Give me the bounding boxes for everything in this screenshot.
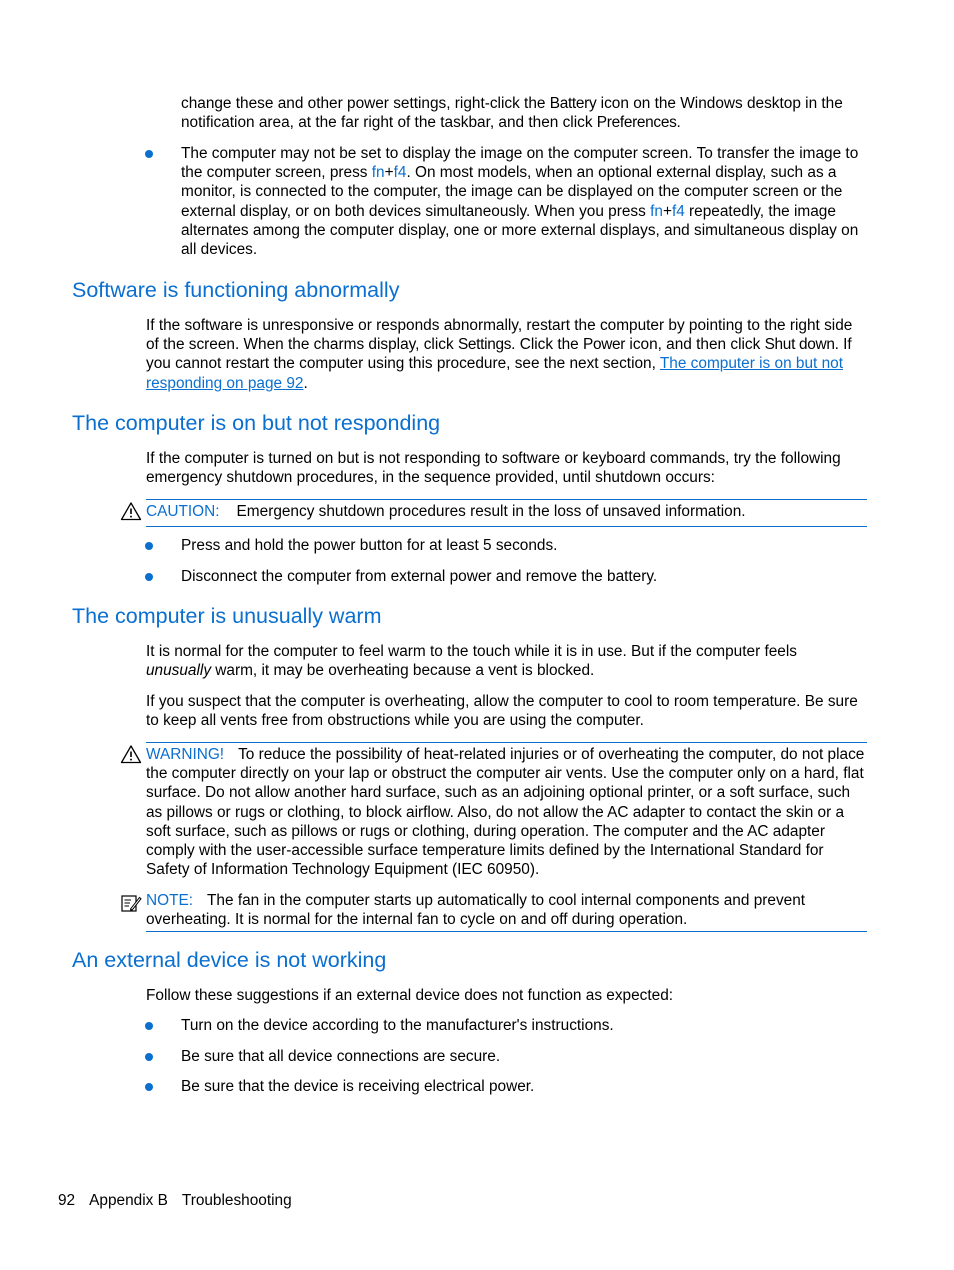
display-bullet-text: The computer may not be set to display the image on the computer screen. To transfer the image to the computer screen, press fn+f4. On most models, when an optional external display, such as a monitor, is connected to the computer, the image can be displayed on the computer screen or the external display, or on both devices simultaneously. When you press fn+f4 repeatedly, the image alternates among the computer display, one or more external displays, and simultaneous display on all devices. <box>181 145 859 259</box>
f4-key: f4 <box>393 164 407 182</box>
note-icon <box>120 893 142 913</box>
note-notice <box>146 891 866 929</box>
power-term: Power <box>583 336 626 354</box>
list-item: Disconnect the computer from external power and remove the battery. <box>181 568 658 585</box>
bullet-icon <box>145 150 153 158</box>
warm-paragraph-2: If you suspect that the computer is overheating, allow the computer to cool to room temperature. Be sure to keep all vents free from obstructions while you are using the computer. <box>146 693 858 730</box>
warning-top-rule <box>146 742 867 743</box>
page-footer <box>58 1191 292 1210</box>
caution-icon <box>120 501 142 521</box>
emphasis-unusually: unusually <box>146 662 212 680</box>
warning-icon <box>120 744 142 764</box>
external-paragraph: Follow these suggestions if an external device does not function as expected: <box>146 987 674 1004</box>
warning-label: WARNING! <box>146 746 225 763</box>
bullet-icon <box>145 573 153 581</box>
note-label: NOTE: <box>146 892 194 909</box>
caution-bottom-rule <box>146 526 867 527</box>
bullet-icon <box>145 1083 153 1091</box>
warning-notice <box>146 745 866 879</box>
section-heading-not-responding: The computer is on but not responding <box>72 411 441 435</box>
top-continuation-paragraph: change these and other power settings, right-click the Battery icon on the Windows desktop in the notification area, at the far right of the taskbar, and then click Preferences. <box>181 95 843 132</box>
shut-down-term: Shut down <box>764 336 835 354</box>
section-heading-software: Software is functioning abnormally <box>72 278 400 302</box>
preferences-term: Preferences <box>596 114 677 132</box>
footer-title: Troubleshooting <box>181 1192 292 1209</box>
software-paragraph: If the software is unresponsive or responds abnormally, restart the computer by pointing to the right side of the screen. When the charms display, click Settings. Click the Power icon, and then click Shut down. If you cannot restart the computer using this procedure, see the next section, The computer is on but not responding on page 92. <box>146 317 853 392</box>
page-number: 92 <box>58 1192 76 1209</box>
f4-key: f4 <box>671 202 685 220</box>
caution-notice <box>146 502 866 521</box>
section-heading-external: An external device is not working <box>72 948 387 972</box>
caution-top-rule <box>146 499 867 500</box>
warning-text: To reduce the possibility of heat-related injuries or of overheating the computer, do not place the computer directly on your lap or obstruct the computer air vents. Use the computer only on a hard, flat surface. Do not allow another hard surface, such as an adjoining optional printer, or a soft surface, such as pillows or rugs or clothing, to block airflow. Also, do not allow the AC adapter to contact the skin or a soft surface, such as pillows or rugs or clothing, during operation. The computer and the AC adapter comply with the user-accessible surface temperature limits defined by the International Standard for Safety of Information Technology Equipment (IEC 60950). <box>146 746 865 879</box>
caution-text: Emergency shutdown procedures result in the loss of unsaved information. <box>236 503 746 520</box>
fn-key: fn <box>650 202 663 220</box>
list-item: Be sure that all device connections are secure. <box>181 1048 501 1065</box>
note-bottom-rule <box>146 931 867 932</box>
warm-paragraph-1: It is normal for the computer to feel warm to the touch while it is in use. But if the computer feels unusually warm, it may be overheating because a vent is blocked. <box>146 643 797 680</box>
not-responding-paragraph: If the computer is turned on but is not responding to software or keyboard commands, try the following emergency shutdown procedures, in the sequence provided, until shutdown occurs: <box>146 450 841 487</box>
bullet-icon <box>145 1053 153 1061</box>
list-item: Press and hold the power button for at least 5 seconds. <box>181 537 558 554</box>
bullet-icon <box>145 542 153 550</box>
list-item: Turn on the device according to the manufacturer's instructions. <box>181 1017 614 1034</box>
list-item: Be sure that the device is receiving electrical power. <box>181 1078 535 1095</box>
not-responding-link[interactable]: The computer is on but not responding on page 92 <box>146 355 843 392</box>
bullet-icon <box>145 1022 153 1030</box>
section-heading-warm: The computer is unusually warm <box>72 604 382 628</box>
caution-label: CAUTION: <box>146 503 220 520</box>
footer-section: Appendix B <box>89 1192 168 1209</box>
fn-key: fn <box>371 164 385 182</box>
battery-term: Battery <box>549 95 597 112</box>
note-text: The fan in the computer starts up automatically to cool internal components and prevent overheating. It is normal for the internal fan to cycle on and off during operation. <box>146 892 806 929</box>
settings-term: Settings <box>457 336 512 354</box>
